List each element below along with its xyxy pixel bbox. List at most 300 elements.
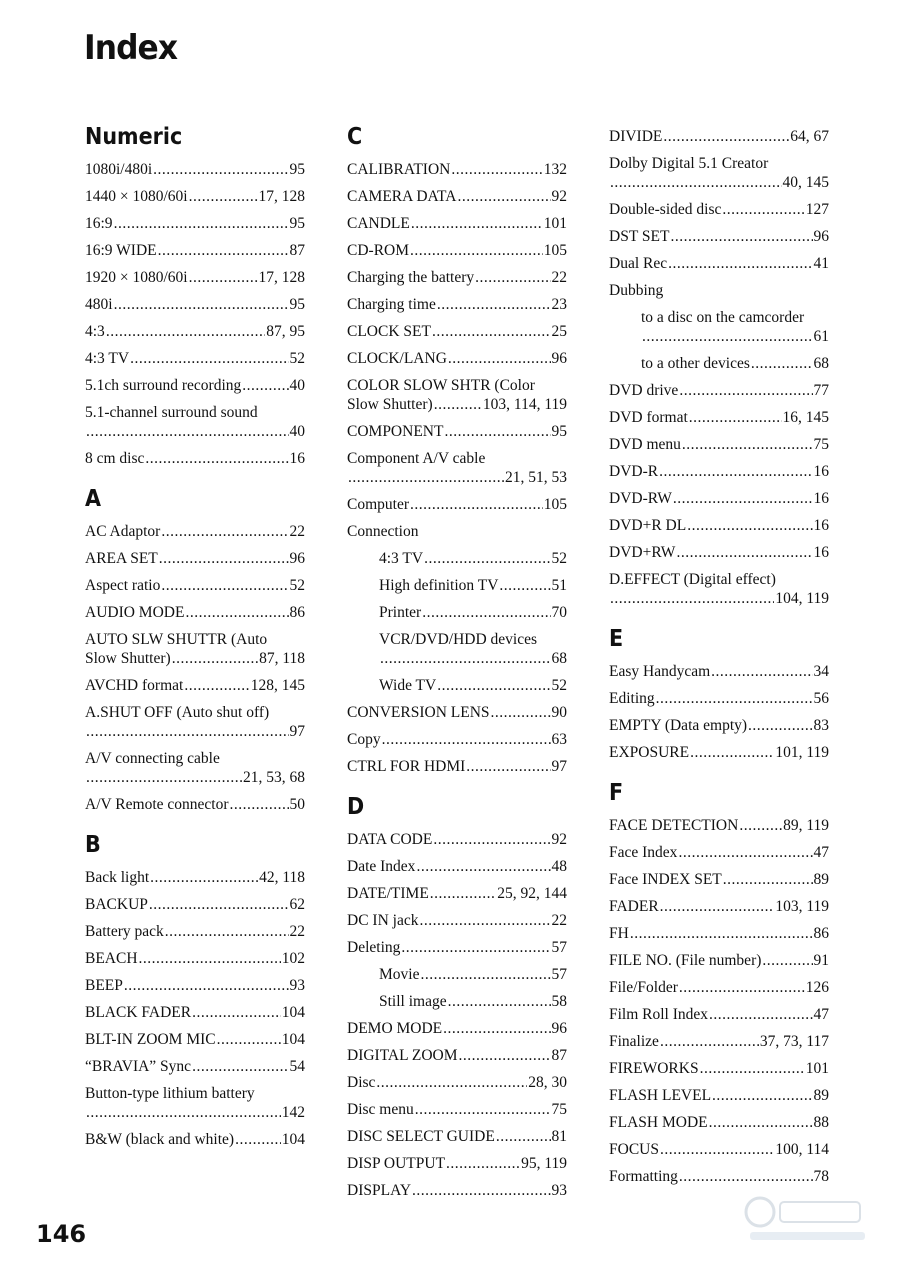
entry-pages: 25, 92, 144: [497, 885, 567, 902]
dot-leader: [432, 322, 551, 341]
index-entry: [609, 1005, 829, 1024]
dot-leader: [673, 489, 813, 508]
entry-pages: 23: [551, 296, 567, 313]
dot-leader: [130, 349, 288, 368]
dot-leader: [416, 857, 550, 876]
entry-pages: 47: [813, 844, 829, 861]
index-entry: [609, 516, 829, 535]
dot-leader: [189, 187, 258, 206]
entry-term: A/V connecting cable: [85, 750, 220, 767]
entry-term: CLOCK SET: [347, 323, 431, 340]
index-entry: [347, 187, 567, 206]
index-entry: [85, 1130, 305, 1149]
dot-leader: [610, 173, 782, 192]
entry-pages: 16: [813, 544, 829, 561]
index-entry: [609, 254, 829, 273]
entry-term: 1920 × 1080/60i: [85, 269, 188, 286]
index-entry: [85, 549, 305, 568]
entry-pages: 16, 145: [782, 409, 829, 426]
dot-leader: [670, 227, 812, 246]
dot-leader: [676, 543, 812, 562]
entry-term: BEACH: [85, 950, 138, 967]
index-entry: [347, 1073, 567, 1092]
dot-leader: [448, 349, 551, 368]
dot-leader: [86, 1103, 281, 1122]
index-entry: [85, 376, 305, 395]
entry-pages: 104: [281, 1031, 305, 1048]
entry-pages: 16: [813, 490, 829, 507]
index-entry: [609, 843, 829, 862]
entry-pages: 128, 145: [250, 677, 305, 694]
entry-term: Easy Handycam: [609, 663, 711, 680]
entry-pages: 104, 119: [775, 590, 829, 607]
entry-pages: 61: [813, 328, 829, 345]
entry-pages: 92: [551, 831, 567, 848]
dot-leader: [424, 549, 550, 568]
dot-leader: [437, 676, 550, 695]
index-entry: [347, 1019, 567, 1038]
entry-pages: 83: [813, 717, 829, 734]
entry-term: CLOCK/LANG: [347, 350, 447, 367]
index-entry: [609, 308, 829, 346]
dot-leader: [412, 1181, 550, 1200]
entry-term: 8 cm disc: [85, 450, 145, 467]
entry-pages: 103, 114, 119: [482, 396, 567, 413]
index-entry: [609, 1167, 829, 1186]
dot-leader: [380, 649, 551, 668]
entry-pages: 57: [551, 966, 567, 983]
entry-pages: 17, 128: [258, 269, 305, 286]
dot-leader: [679, 978, 805, 997]
dot-leader: [448, 992, 551, 1011]
dot-leader: [401, 938, 550, 957]
index-column-2: [347, 124, 567, 1218]
dot-leader: [114, 295, 289, 314]
index-entry: [347, 549, 567, 568]
index-entry: [85, 895, 305, 914]
entry-pages: 64, 67: [790, 128, 829, 145]
index-entry: [85, 576, 305, 595]
entry-pages: 52: [551, 677, 567, 694]
index-section: [609, 626, 829, 762]
index-section: [85, 486, 305, 814]
dot-leader: [184, 676, 249, 695]
entry-term: A/V Remote connector: [85, 796, 229, 813]
dot-leader: [656, 689, 813, 708]
entry-pages: 25: [551, 323, 567, 340]
index-entry: [609, 662, 829, 681]
entry-term: Back light: [85, 869, 150, 886]
entry-pages: 22: [551, 269, 567, 286]
dot-leader: [161, 522, 288, 541]
entry-pages: 41: [813, 255, 829, 272]
index-entry: [609, 924, 829, 943]
entry-term: DVD+R DL: [609, 517, 687, 534]
entry-pages: 101: [543, 215, 567, 232]
entry-term: 4:3 TV: [379, 550, 424, 567]
entry-pages: 87: [289, 242, 305, 259]
dot-leader: [679, 1167, 813, 1186]
index-entry: [609, 462, 829, 481]
index-column-1: [85, 124, 305, 1167]
entry-pages: 95: [551, 423, 567, 440]
entry-term: Button-type lithium battery: [85, 1085, 255, 1102]
dot-leader: [229, 795, 288, 814]
entry-term: CALIBRATION: [347, 161, 451, 178]
entry-pages: 16: [289, 450, 305, 467]
entry-term: DST SET: [609, 228, 670, 245]
entry-pages: 96: [813, 228, 829, 245]
index-entry: [347, 857, 567, 876]
entry-term: 1080i/480i: [85, 161, 153, 178]
entry-term: VCR/DVD/HDD devices: [379, 631, 537, 648]
section-heading: F: [609, 780, 624, 806]
entry-term: CTRL FOR HDMI: [347, 758, 466, 775]
section-heading: C: [347, 124, 363, 150]
index-entry: [609, 354, 829, 373]
index-entry: [347, 1127, 567, 1146]
entry-pages: 42, 118: [259, 869, 305, 886]
entry-term: AC Adaptor: [85, 523, 161, 540]
entry-pages: 89: [813, 1087, 829, 1104]
dot-leader: [451, 160, 542, 179]
entry-term: DVD+RW: [609, 544, 676, 561]
index-section: [85, 832, 305, 1149]
entry-pages: 95, 119: [521, 1155, 567, 1172]
index-entry: [609, 743, 829, 762]
dot-leader: [682, 435, 813, 454]
entry-pages: 142: [281, 1104, 305, 1121]
dot-leader: [459, 1046, 551, 1065]
entry-term: AUDIO MODE: [85, 604, 185, 621]
dot-leader: [709, 1113, 813, 1132]
page-title: Index: [84, 28, 178, 68]
dot-leader: [382, 730, 551, 749]
entry-term: Finalize: [609, 1033, 659, 1050]
entry-pages: 78: [813, 1168, 829, 1185]
entry-pages: 87, 95: [266, 323, 305, 340]
index-entry: [347, 1181, 567, 1200]
entry-term: Date Index: [347, 858, 416, 875]
dot-leader: [446, 1154, 520, 1173]
index-entry: [85, 1057, 305, 1076]
entry-term: BACKUP: [85, 896, 148, 913]
entry-pages: 40: [289, 377, 305, 394]
index-entry: [85, 868, 305, 887]
dot-leader: [475, 268, 550, 287]
dot-leader: [86, 768, 242, 787]
index-entry: [609, 381, 829, 400]
dot-leader: [723, 870, 813, 889]
entry-term: High definition TV: [379, 577, 499, 594]
index-entry: [85, 1084, 305, 1122]
entry-pages: 93: [289, 977, 305, 994]
entry-term: DISPLAY: [347, 1182, 412, 1199]
entry-pages: 52: [289, 350, 305, 367]
entry-term: B&W (black and white): [85, 1131, 235, 1148]
index-entry: [347, 522, 567, 541]
dot-leader: [165, 922, 289, 941]
index-entry: [609, 435, 829, 454]
dot-leader: [422, 603, 550, 622]
index-entry: [347, 241, 567, 260]
index-section: [85, 124, 305, 468]
entry-pages: 37, 73, 117: [759, 1033, 829, 1050]
entry-pages: 97: [551, 758, 567, 775]
index-entry: [609, 897, 829, 916]
entry-term: Aspect ratio: [85, 577, 161, 594]
dot-leader: [762, 951, 812, 970]
dot-leader: [419, 911, 550, 930]
entry-pages: 91: [813, 952, 829, 969]
index-entry: [347, 376, 567, 414]
dot-leader: [376, 1073, 527, 1092]
entry-term: 480i: [85, 296, 113, 313]
entry-pages: 54: [289, 1058, 305, 1075]
entry-term: Disc: [347, 1074, 376, 1091]
entry-pages: 68: [813, 355, 829, 372]
entry-pages: 86: [289, 604, 305, 621]
dot-leader: [145, 449, 288, 468]
dot-leader: [172, 649, 258, 668]
index-entry: [347, 992, 567, 1011]
entry-term: Dubbing: [609, 282, 664, 299]
entry-pages: 105: [543, 496, 567, 513]
entry-term: AREA SET: [85, 550, 158, 567]
entry-pages: 104: [281, 1004, 305, 1021]
dot-leader: [410, 495, 543, 514]
dot-leader: [235, 1130, 281, 1149]
entry-term: COLOR SLOW SHTR (Color: [347, 377, 535, 394]
entry-pages: 93: [551, 1182, 567, 1199]
dot-leader: [185, 603, 288, 622]
entry-term: File/Folder: [609, 979, 678, 996]
index-entry: [609, 978, 829, 997]
entry-term: FACE DETECTION: [609, 817, 739, 834]
entry-pages: 22: [289, 523, 305, 540]
dot-leader: [139, 949, 281, 968]
entry-term: Film Roll Index: [609, 1006, 709, 1023]
dot-leader: [433, 830, 550, 849]
entry-term: AVCHD format: [85, 677, 184, 694]
index-entry: [347, 268, 567, 287]
index-entry: [85, 1030, 305, 1049]
dot-leader: [739, 816, 782, 835]
index-entry: [347, 1100, 567, 1119]
dot-leader: [457, 187, 550, 206]
entry-pages: 104: [281, 1131, 305, 1148]
entry-pages: 40, 145: [782, 174, 829, 191]
entry-term: to a disc on the camcorder: [641, 309, 805, 326]
entry-term: DC IN jack: [347, 912, 419, 929]
entry-pages: 21, 51, 53: [505, 469, 567, 486]
entry-pages: 95: [289, 296, 305, 313]
page-number: 146: [36, 1220, 87, 1248]
dot-leader: [443, 1019, 550, 1038]
index-entry: [347, 830, 567, 849]
dot-leader: [668, 254, 812, 273]
index-entry: [85, 160, 305, 179]
index-entry: [609, 1086, 829, 1105]
index-entry: [85, 603, 305, 622]
dot-leader: [499, 576, 550, 595]
index-entry: [609, 227, 829, 246]
entry-term: Disc menu: [347, 1101, 414, 1118]
entry-pages: 132: [543, 161, 567, 178]
watermark-logo: [740, 1190, 870, 1250]
entry-pages: 102: [281, 950, 305, 967]
entry-pages: 127: [805, 201, 829, 218]
index-entry: [85, 403, 305, 441]
entry-term: Dual Rec: [609, 255, 668, 272]
index-entry: [347, 576, 567, 595]
entry-term: DVD-R: [609, 463, 659, 480]
index-entry: [609, 1059, 829, 1078]
index-entry: [609, 1032, 829, 1051]
entry-pages: 68: [551, 650, 567, 667]
entry-pages: 40: [289, 423, 305, 440]
entry-term: Battery pack: [85, 923, 164, 940]
entry-pages: 90: [551, 704, 567, 721]
index-entry: [347, 1154, 567, 1173]
index-entry: [609, 127, 829, 146]
entry-pages: 75: [551, 1101, 567, 1118]
index-entry: [609, 543, 829, 562]
entry-term: Computer: [347, 496, 409, 513]
entry-pages: 52: [289, 577, 305, 594]
index-entry: [347, 214, 567, 233]
index-entry: [347, 911, 567, 930]
entry-term: FILE NO. (File number): [609, 952, 762, 969]
dot-leader: [660, 897, 775, 916]
dot-leader: [748, 716, 812, 735]
entry-term: 4:3: [85, 323, 105, 340]
dot-leader: [711, 662, 812, 681]
index-entry: [85, 522, 305, 541]
entry-pages: 16: [813, 517, 829, 534]
section-heading: A: [85, 486, 102, 512]
entry-term: Printer: [379, 604, 422, 621]
dot-leader: [86, 722, 289, 741]
index-entry: [85, 703, 305, 741]
entry-pages: 88: [813, 1114, 829, 1131]
entry-term: Connection: [347, 523, 419, 540]
index-entry: [347, 349, 567, 368]
index-section: [347, 794, 567, 1200]
entry-term: Component A/V cable: [347, 450, 486, 467]
dot-leader: [149, 895, 289, 914]
entry-pages: 95: [289, 161, 305, 178]
entry-term: DISP OUTPUT: [347, 1155, 446, 1172]
dot-leader: [415, 1100, 551, 1119]
dot-leader: [642, 327, 813, 346]
entry-term: Deleting: [347, 939, 401, 956]
entry-pages: 22: [289, 923, 305, 940]
dot-leader: [687, 516, 812, 535]
entry-pages: 81: [551, 1128, 567, 1145]
entry-term: 16:9: [85, 215, 113, 232]
entry-term: BLACK FADER: [85, 1004, 192, 1021]
entry-term: Double-sided disc: [609, 201, 722, 218]
dot-leader: [192, 1057, 288, 1076]
dot-leader: [159, 549, 289, 568]
entry-pages: 126: [805, 979, 829, 996]
entry-pages: 56: [813, 690, 829, 707]
entry-pages: 86: [813, 925, 829, 942]
entry-pages: 87: [551, 1047, 567, 1064]
index-entry: [609, 200, 829, 219]
section-heading: B: [85, 832, 101, 858]
entry-term: 1440 × 1080/60i: [85, 188, 188, 205]
entry-pages: 50: [289, 796, 305, 813]
index-entry: [347, 630, 567, 668]
entry-term: Still image: [379, 993, 447, 1010]
entry-term: DVD-RW: [609, 490, 672, 507]
entry-term: 4:3 TV: [85, 350, 130, 367]
entry-term: FADER: [609, 898, 659, 915]
dot-leader: [722, 200, 804, 219]
index-entry: [609, 689, 829, 708]
dot-leader: [420, 965, 550, 984]
dot-leader: [434, 395, 482, 414]
index-entry: [85, 949, 305, 968]
entry-term: Formatting: [609, 1168, 678, 1185]
entry-term: D.EFFECT (Digital effect): [609, 571, 776, 588]
index-entry: [347, 965, 567, 984]
entry-pages: 101: [805, 1060, 829, 1077]
dot-leader: [659, 462, 812, 481]
entry-term: BEEP: [85, 977, 123, 994]
dot-leader: [217, 1030, 281, 1049]
index-entry: [85, 214, 305, 233]
dot-leader: [153, 160, 288, 179]
dot-leader: [660, 1140, 774, 1159]
entry-term: Face Index: [609, 844, 678, 861]
entry-term: Charging time: [347, 296, 436, 313]
index-entry: [347, 1046, 567, 1065]
index-entry: [347, 495, 567, 514]
index-entry: [347, 703, 567, 722]
dot-leader: [410, 241, 543, 260]
entry-pages: 101, 119: [775, 744, 829, 761]
entry-term: AUTO SLW SHUTTR (Auto: [85, 631, 268, 648]
index-entry: [85, 1003, 305, 1022]
index-entry: [609, 716, 829, 735]
dot-leader: [106, 322, 265, 341]
entry-term: EXPOSURE: [609, 744, 690, 761]
dot-leader: [411, 214, 543, 233]
entry-term: CANDLE: [347, 215, 410, 232]
entry-pages: 89: [813, 871, 829, 888]
entry-term-continued: Slow Shutter): [85, 650, 171, 667]
entry-pages: 22: [551, 912, 567, 929]
index-entry: [347, 322, 567, 341]
dot-leader: [242, 376, 288, 395]
entry-term: DIVIDE: [609, 128, 663, 145]
index-entry: [85, 268, 305, 287]
entry-term: DATE/TIME: [347, 885, 429, 902]
entry-pages: 95: [289, 215, 305, 232]
index-entry: [347, 730, 567, 749]
entry-term: EMPTY (Data empty): [609, 717, 748, 734]
index-entry: [85, 795, 305, 814]
index-entry: [609, 816, 829, 835]
entry-pages: 70: [551, 604, 567, 621]
dot-leader: [150, 868, 258, 887]
index-entry: [85, 449, 305, 468]
entry-term: CD-ROM: [347, 242, 410, 259]
index-entry: [85, 630, 305, 668]
